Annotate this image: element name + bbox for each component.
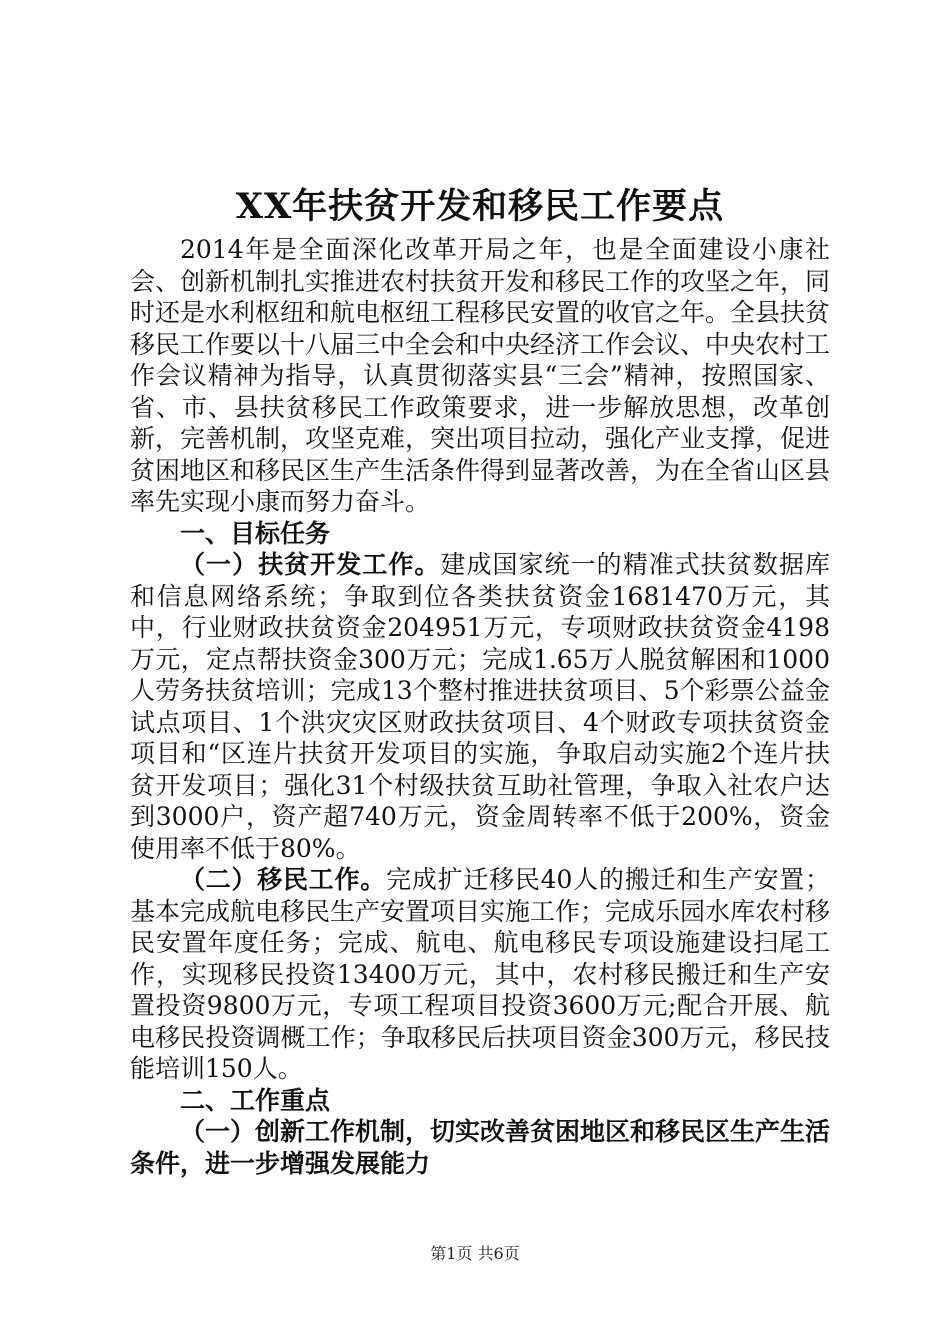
priority-item-1: （一）创新工作机制，切实改善贫困地区和移民区生产生活条件，进一步增强发展能力 [130, 1117, 831, 1178]
resettlement-text: 完成扩迁移民40人的搬迁和生产安置；基本完成航电移民生产安置项目实施工作；完成乐园水库农村移民安置年度任务；完成、航电、航电移民专项设施建设扫尾工作，实现移民投资13400万元，其中，农村移民搬迁和生产安置投资9800万元，专项工程项目投资3600万元;配合开展、航电移民投资调概工作；争取移民后扶项目资金300万元，移民技能培训150人。 [130, 865, 831, 1083]
page-footer: 第1页 共6页 [430, 1244, 520, 1263]
document-body [130, 180, 830, 1179]
intro-paragraph: 2014年是全面深化改革开局之年，也是全面建设小康社会、创新机制扎实推进农村扶贫开发和移民工作的攻坚之年，同时还是水利枢纽和航电枢纽工程移民安置的收官之年。全县扶贫移民工作要以十八届三中全会和中央经济工作会议、中央农村工作会议精神为指导，认真贯彻落实县“三会”精神，按照国家、省、市、县扶贫移民工作政策要求，进一步解放思想，改革创新，完善机制，攻坚克难，突出项目拉动，强化产业支撑，促进贫困地区和移民区生产生活条件得到显著改善，为在全省山区县率先实现小康而努力奋斗。 [130, 235, 831, 516]
resettlement-lead: （二）移民工作。 [180, 865, 387, 894]
resettlement-paragraph [130, 864, 830, 1085]
section-heading-priorities: 二、工作重点 [180, 1085, 331, 1115]
poverty-alleviation-paragraph [130, 549, 830, 864]
section-heading-goals: 一、目标任务 [180, 518, 331, 548]
poverty-alleviation-text: 建成国家统一的精准式扶贫数据库和信息网络系统；争取到位各类扶贫资金1681470万元，其中，行业财政扶贫资金204951万元，专项财政扶贫资金4198万元，定点帮扶资金300万元；完成1.65万人脱贫解困和1000人劳务扶贫培训；完成13个整村推进扶贫项目、5个彩票公益金试点项目、1个洪灾灾区财政扶贫项目、4个财政专项扶贫资金项目和“区连片扶贫开发项目的实施，争取启动实施2个连片扶贫开发项目；强化31个村级扶贫互助社管理，争取入社农户达到3000户，资产超740万元，资金周转率不低于200%，资金使用率不低于80%。 [130, 550, 830, 863]
document-title: XX年扶贫开发和移民工作要点 [235, 186, 725, 227]
poverty-alleviation-lead: （一）扶贫开发工作。 [180, 550, 441, 579]
